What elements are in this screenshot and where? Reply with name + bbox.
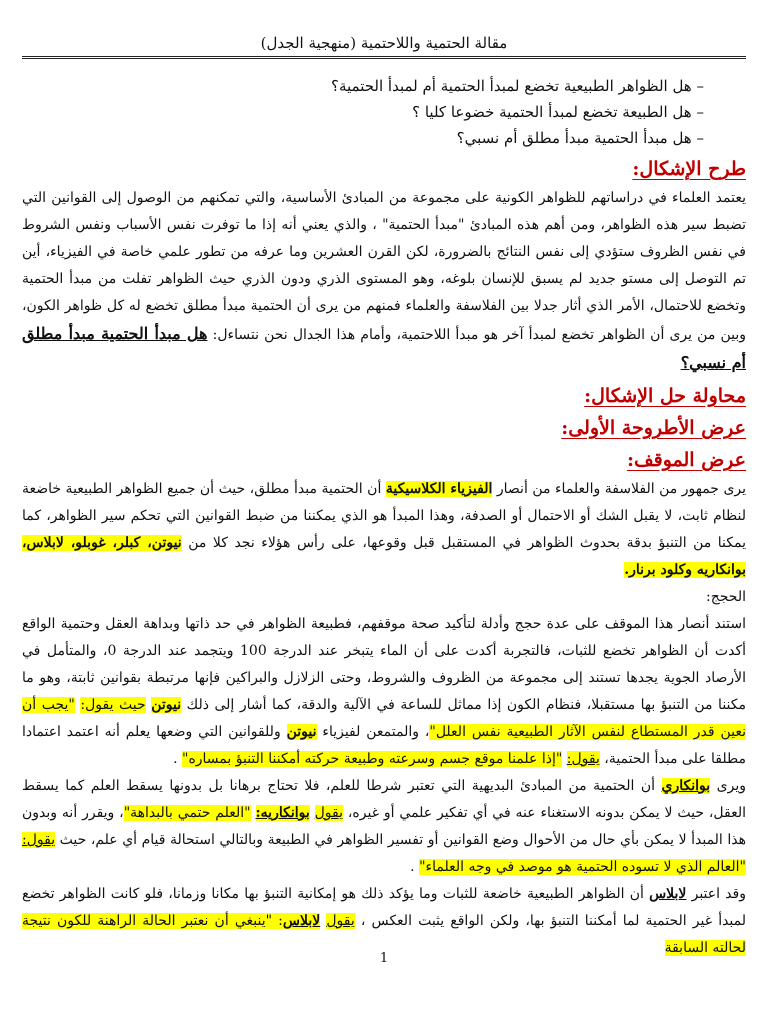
page-header: مقالة الحتمية واللاحتمية (منهجية الجدل) xyxy=(22,0,746,59)
poincare-text-2: أن الحتمية من المبادئ البديهية التي تعتبر شرطا للعلم، فلا تحتاج برهانا بل بدونها يسقط العلم كما يسقط العقل، حيث لا يمكن بدونه الاستغناء عنه في أي تفكير علمي أو غيره، xyxy=(22,778,747,821)
laplace-says: يقول xyxy=(326,913,355,929)
solution-heading: محاولة حل الإشكال: xyxy=(584,385,746,407)
position-heading: عرض الموقف: xyxy=(626,449,746,471)
newton-name: نيوتن xyxy=(151,697,182,713)
question-item: – هل مبدأ الحتمية مبدأ مطلق أم نسبي؟ xyxy=(22,125,704,151)
says-label: يقول: xyxy=(566,751,600,767)
page-number: 1 xyxy=(379,951,389,966)
arguments-paragraph xyxy=(22,611,746,773)
position-paragraph xyxy=(22,476,746,584)
arguments-text-2: حيث يقول: xyxy=(80,697,146,713)
arguments-text-3: ، والمتمعن لفيزياء xyxy=(322,724,430,740)
problem-heading: طرح الإشكال: xyxy=(632,158,746,180)
laplace-text-2: أن الظواهر الطبيعية خاضعة للثبات وما يؤكد ذلك هو إمكانية التنبؤ بها مكانا وزمانا، فلو كانت الظواهر تخضع لمبدأ غير الحتمية لما أمكننا التنبؤ بها، ولكن الواقع يثبت العكس ، xyxy=(22,886,747,929)
arguments-text-1: استند أنصار هذا الموقف على عدة حجج وأدلة لتأكيد صحة موقفهم، فطبيعة الظواهر في حد ذاتها وبداهة العقل وحتمية الواقع أكدت أن الظواهر تخضع للثبات، فالتجربة أكدت على أن الماء يتبخر عند الدرجة 100 ويتجمد عند الدرجة 0، والمتأمل في الأرصاد الجوية يجدها تستند إلى مجموعة من الظروف والشروط، وحتى الزلازل والبراكين فإنها مرتبطة بقوانين ثابتة، وهو ما مكننا من التنبؤ بها مستقبلا، فنظام الكون إذا مماثل للساعة في الآلية والدقة، كما أشار إلى ذلك xyxy=(22,616,747,713)
scientists-highlight: نيوتن، كبلر، غوبلو، لابلاس، بوانكاريه وكلود برنار. xyxy=(22,535,746,578)
question-list xyxy=(22,73,746,151)
laplace-paragraph xyxy=(22,881,746,962)
position-text-2: أن الحتمية مبدأ مطلق، حيث أن جميع الظواهر الطبيعية خاضعة لنظام ثابت، لا يقبل الشك أو الاحتمال أو الصدفة، وهذا المبدأ هو الذي يمكننا من ضبط القوانين التي تحكم سير الظواهر، كما يمكنا من التنبؤ بدقة بحدوث الظواهر في المستقبل قبل وقوعها، على رأس هؤلاء نجد كلا من xyxy=(22,481,747,551)
newton-name-2: نيوتن xyxy=(286,724,317,740)
poincare-name: بوانكاري xyxy=(661,778,711,794)
newton-quote-2: "إذا علمنا موقع جسم وسرعته وطبيعة حركته أمكننا التنبؤ بمساره" xyxy=(182,751,563,767)
laplace-name-2: لابلاس xyxy=(282,913,321,929)
position-text-1: يرى جمهور من الفلاسفة والعلماء من أنصار xyxy=(496,481,747,497)
thesis-heading: عرض الأطروحة الأولى: xyxy=(561,417,746,439)
problem-text: يعتمد العلماء في دراساتهم للظواهر الكونية على مجموعة من المبادئ الأساسية، والتي تمكنهم من الوصول إلى القوانين التي تضبط سير هذه الظواهر، ومن أهم هذه المبادئ "مبدأ الحتمية" ، والذي يعني أنه إذا ما توفرت نفس الأسباب ونفس الشروط في نفس الظروف ستؤدي إلى نفس النتائج بالضرورة، لكن القرن العشرين وما عرفه من تطور علمي خاصة في الفيزياء، أين تم التوصل إلى مستو جديد لم يسبق للإنسان بلوغه، وهو المستوى الذري ودون الذري حيث الظواهر تفلت من مبدأ الحتمية وتخضع للاحتمال، الأمر الذي أثار جدلا بين الفلاسفة والعلماء فمنهم من يرى أن الحتمية مبدأ مطلق تخضع له كل ظواهر الكون، وبين من يرى أن الظواهر تخضع لمبدأ آخر هو مبدأ اللاحتمية، وأمام هذا الجدال نحن نتساءل: xyxy=(22,190,747,343)
poincare-name-2: بوانكاريه: xyxy=(255,805,310,821)
question-item: – هل الطبيعة تخضع لمبدأ الحتمية خضوعا كليا ؟ xyxy=(22,99,704,125)
poincare-text-1: ويرى xyxy=(716,778,747,794)
poincare-quote-1: "العلم حتمي بالبداهة" xyxy=(123,805,251,821)
poincare-text-3: ، ويقرر أنه وبدون هذا المبدأ لا يمكن بأي حال من الأحوال وضع القوانين أو تفسير الظواهر في الطبيعة وبالتالي استحالة قيام أي علم، حيث xyxy=(22,805,746,848)
arguments-text-4: وللقوانين التي وضعها يعلم أنه اعتمد اعتمادا مطلقا على مبدأ الحتمية، xyxy=(22,724,746,767)
newton-quote-1: "يجب أن نعين قدر المستطاع لنفس الآثار الطبيعية نفس العلل" xyxy=(22,697,746,740)
laplace-text-1: وقد اعتبر xyxy=(691,886,747,902)
laplace-quote: : "ينبغي أن نعتبر الحالة الراهنة للكون نتيجة لحالته السابقة xyxy=(22,913,746,956)
laplace-name: لابلاس xyxy=(649,886,687,902)
arguments-end: . xyxy=(173,751,178,767)
poincare-quote-2: "العالم الذي لا تسوده الحتمية هو موصد في وجه العلماء" xyxy=(419,859,746,875)
poincare-end: . xyxy=(410,859,415,875)
problem-paragraph xyxy=(22,185,746,378)
classical-physics-highlight: الفيزياء الكلاسيكية xyxy=(385,481,493,497)
question-item: – هل الظواهر الطبيعية تخضع لمبدأ الحتمية أم لمبدأ الحتمية؟ xyxy=(22,73,704,99)
poincare-says: يقول xyxy=(314,805,344,821)
poincare-paragraph xyxy=(22,773,746,881)
problem-question: هل مبدأ الحتمية مبدأ مطلق أم نسبي؟ xyxy=(22,324,746,372)
poincare-says-2: يقول: xyxy=(22,832,56,848)
arguments-label: الحجج: xyxy=(706,589,746,605)
